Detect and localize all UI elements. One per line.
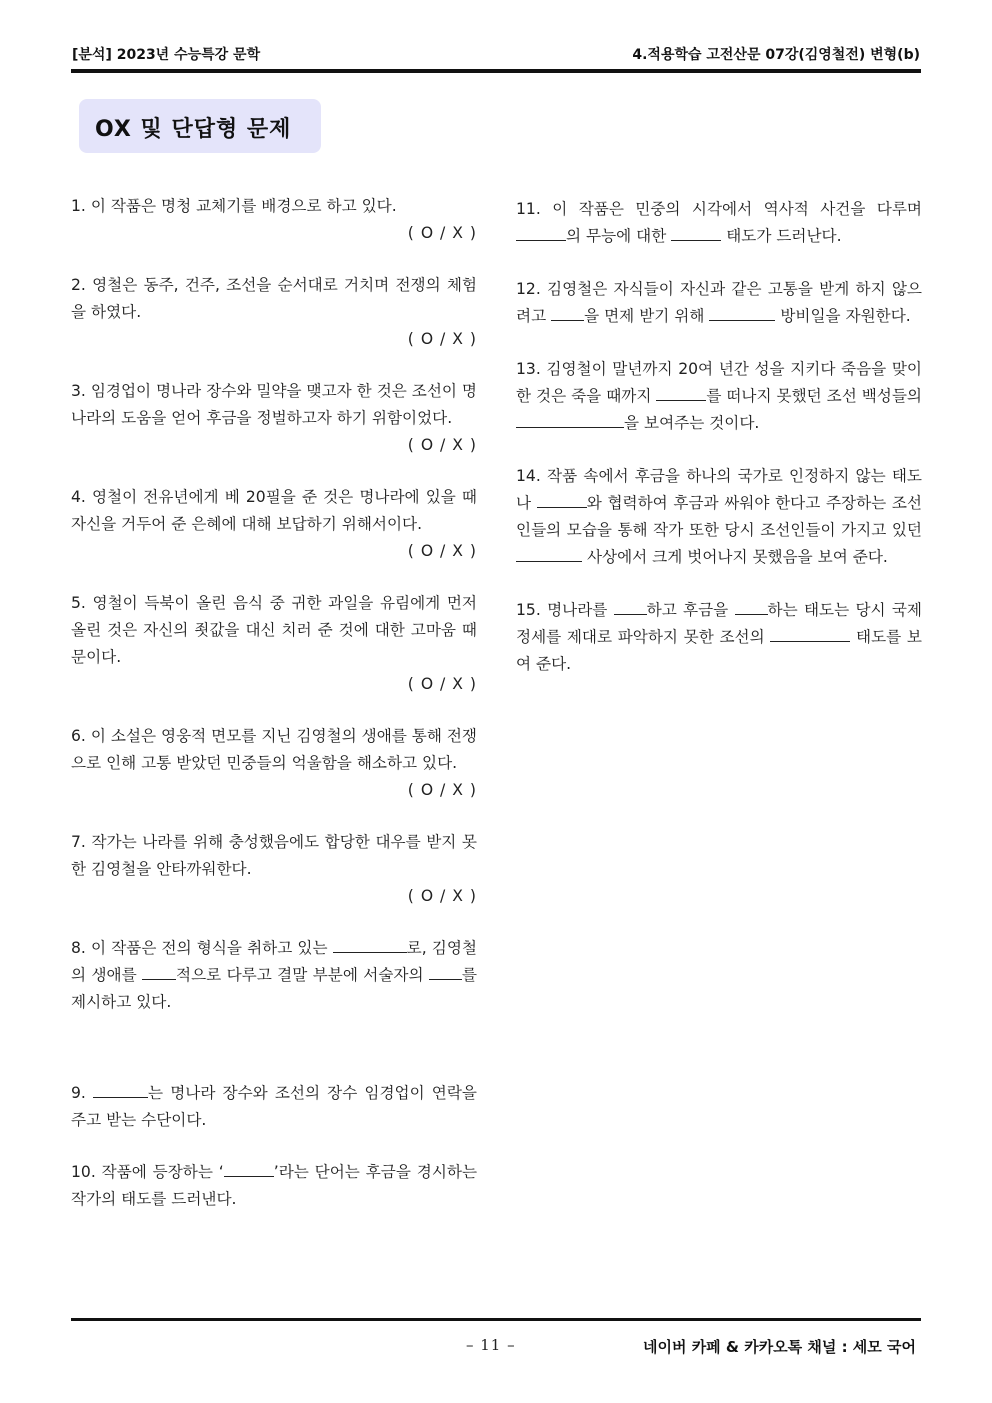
footer-rule (71, 1318, 921, 1321)
question-14-text-b: 와 협력하여 후금과 싸워야 한다고 주장하는 조선인들의 모습을 통해 작가 또한 당시 조선인들이 가지고 있던 (516, 494, 922, 539)
right-column (516, 196, 922, 678)
question-9-text-a: 9. (71, 1084, 94, 1102)
answer-blank (224, 1161, 274, 1177)
answer-blank (735, 599, 768, 615)
question-12-text-a: 12. 김영철은 자식들이 자신과 같은 고통을 받게 하지 않으려고 (516, 280, 922, 325)
question-7: 7. 작가는 나라를 위해 충성했음에도 합당한 대우를 받지 못한 김영철을 안타까워한다. (71, 833, 477, 878)
answer-blank (537, 492, 587, 508)
section-title-box (79, 99, 321, 153)
question-3: 3. 임경업이 명나라 장수와 밀약을 맺고자 한 것은 조선이 명나라의 도움을 얻어 후금을 정벌하고자 하기 위함이었다. (71, 382, 477, 427)
question-10 (71, 1159, 477, 1213)
question-11 (516, 196, 922, 250)
question-14-text-c: 사상에서 크게 벗어나지 못했음을 보여 준다. (582, 548, 888, 566)
question-15-text-c: 하는 태도는 당시 국제 정세를 제대로 파악하지 못한 조선의 (516, 601, 922, 646)
question-6: 6. 이 소설은 영웅적 면모를 지닌 김영철의 생애를 통해 전쟁으로 인해 고통 받았던 민중들의 억울함을 해소하고 있다. (71, 727, 477, 772)
question-4: 4. 영철이 전유년에게 베 20필을 준 것은 명나라에 있을 때 자신을 거두어 준 은혜에 대해 보답하기 위해서이다. (71, 488, 477, 533)
question-12 (516, 276, 922, 330)
section-title: OX 및 단답형 문제 (95, 117, 292, 142)
question-1: 1. 이 작품은 명청 교체기를 배경으로 하고 있다. (71, 197, 397, 215)
question-15 (516, 597, 922, 678)
answer-blank (516, 546, 582, 562)
answer-blank (551, 305, 584, 321)
question-10-text-b: ’라는 단어는 후금을 경시하는 작가의 태도를 드러낸다. (71, 1163, 478, 1208)
answer-blank (516, 412, 624, 428)
question-14-text-a: 14. 작품 속에서 후금을 하나의 국가로 인정하지 않는 태도나 (516, 467, 922, 512)
question-12-text-c: 방비일을 자원한다. (775, 307, 911, 325)
question-11-text-c: 태도가 드러난다. (721, 227, 842, 245)
question-2: 2. 영철은 동주, 건주, 조선을 순서대로 거치며 전쟁의 체험을 하였다. (71, 276, 477, 321)
question-13-text-a: 13. 김영철이 말년까지 20여 년간 성을 지키다 죽음을 맞이한 것은 죽을 때까지 (516, 360, 922, 405)
question-5: 5. 영철이 득북이 올린 음식 중 귀한 과일을 유림에게 먼저 올린 것은 자신의 죗값을 대신 치러 준 것에 대한 고마움 때문이다. (71, 594, 477, 666)
answer-blank (93, 1082, 148, 1098)
header-right-title: 4.적용학습 고전산문 07강(김영철전) 변형(b) (632, 47, 920, 63)
answer-blank (333, 937, 407, 953)
ox-mark: ( O / X ) (407, 887, 477, 905)
answer-blank (614, 599, 647, 615)
answer-blank (709, 305, 775, 321)
question-11-text-b: 의 무능에 대한 (566, 227, 672, 245)
ox-mark: ( O / X ) (407, 224, 477, 242)
answer-blank (516, 225, 566, 241)
question-13-text-b: 를 떠나지 못했던 조선 백성들의 (706, 387, 922, 405)
question-8 (71, 935, 477, 1016)
question-13-text-c: 을 보여주는 것이다. (624, 414, 760, 432)
answer-blank (656, 385, 706, 401)
question-8-text-d: 를 제시하고 있다. (71, 966, 477, 1011)
question-10-text-a: 10. 작품에 등장하는 ‘ (71, 1163, 224, 1181)
question-8-text-b: 로, 김영철의 생애를 (71, 939, 477, 984)
page-number: – 11 – (466, 1336, 516, 1354)
question-11-text-a: 11. 이 작품은 민중의 시각에서 역사적 사건을 다루며 (516, 200, 922, 218)
question-15-text-d: 태도를 보여 준다. (516, 628, 922, 673)
header-rule (71, 69, 921, 73)
question-8-text-c: 적으로 다루고 결말 부분에 서술자의 (176, 966, 429, 984)
ox-mark: ( O / X ) (407, 542, 477, 560)
left-column (71, 193, 477, 1213)
answer-blank (770, 626, 850, 642)
ox-mark: ( O / X ) (407, 781, 477, 799)
question-9-text-b: 는 명나라 장수와 조선의 장수 임경업이 연락을 주고 받는 수단이다. (71, 1084, 477, 1129)
ox-mark: ( O / X ) (407, 436, 477, 454)
question-15-text-a: 15. 명나라를 (516, 601, 614, 619)
footer-channel: 네이버 카페 & 카카오톡 채널 : 세모 국어 (643, 1338, 916, 1356)
question-13 (516, 356, 922, 437)
question-8-text-a: 8. 이 작품은 전의 형식을 취하고 있는 (71, 939, 333, 957)
answer-blank (429, 964, 462, 980)
answer-blank (142, 964, 176, 980)
ox-mark: ( O / X ) (407, 675, 477, 693)
question-14 (516, 463, 922, 571)
header-left-title: [분석] 2023년 수능특강 문학 (72, 47, 261, 63)
answer-blank (671, 225, 721, 241)
question-12-text-b: 을 면제 받기 위해 (584, 307, 710, 325)
question-15-text-b: 하고 후금을 (646, 601, 735, 619)
question-9 (71, 1080, 477, 1134)
ox-mark: ( O / X ) (407, 330, 477, 348)
